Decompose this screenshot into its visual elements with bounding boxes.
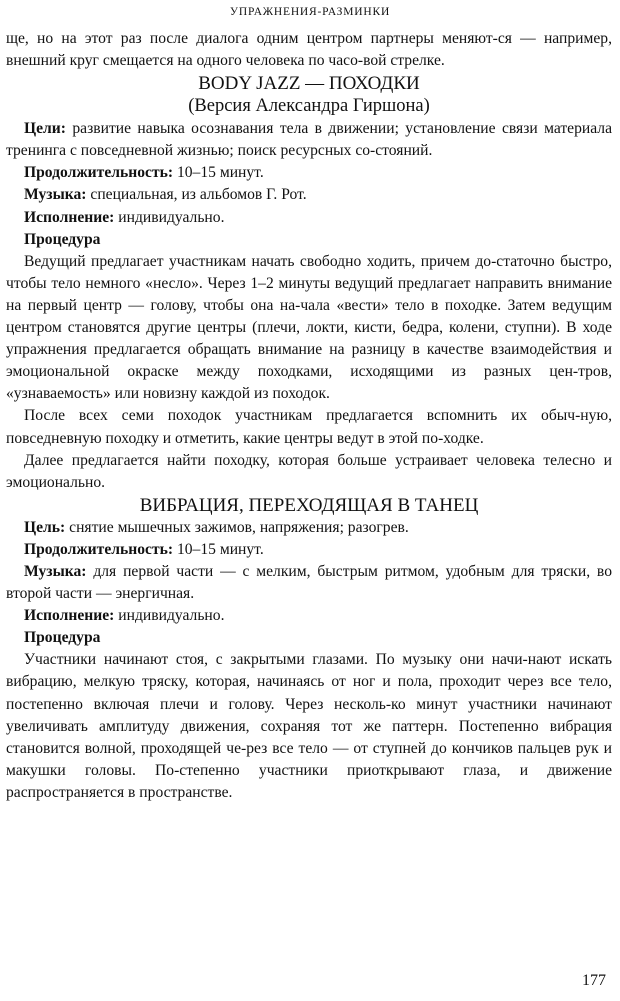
performance-text: индивидуально.	[114, 208, 225, 226]
intro-paragraph: ще, но на этот раз после диалога одним центром партнеры меняют-ся — например, внешний круг смещается на одного человека по часо-вой стрелке.	[6, 30, 612, 70]
duration-line	[6, 539, 612, 561]
music-line	[6, 561, 612, 605]
music-label: Музыка:	[24, 562, 87, 580]
performance-label: Исполнение:	[24, 607, 115, 625]
music-line	[6, 184, 612, 206]
performance-line	[6, 605, 612, 627]
procedure-paragraph: Ведущий предлагает участникам начать свободно ходить, причем до-статочно быстро, чтобы тело немного «несло». Через 1–2 минуты ведущий предлагает направить внимание на первый центр — голову, чтобы она на-чала «вести» тело в походке. Затем ведущим центром становятся другие центры (плечи, локти, кисти, бедра, колени, ступни). В ходе упражнения предлагается обращать внимание на разницу в качестве взаимодействия и эмоциональной окраске между походками, исходящими из разных цен-тров, «узнаваемость» или новизну каждой из походок.	[6, 252, 612, 403]
duration-label: Продолжительность:	[24, 164, 174, 182]
section-subtitle-body-jazz: (Версия Александра Гиршона)	[188, 96, 430, 117]
section-title-body-jazz: BODY JAZZ — ПОХОДКИ	[198, 73, 420, 95]
duration-label: Продолжительность:	[24, 540, 174, 558]
goals-text: развитие навыка осознавания тела в движении; установление связи материала тренинга с повседневной жизнью; поиск ресурсных со-стояний.	[6, 120, 612, 160]
section-title-vibration: ВИБРАЦИЯ, ПЕРЕХОДЯЩАЯ В ТАНЕЦ	[139, 494, 479, 516]
procedure-heading	[6, 229, 612, 251]
procedure-paragraph: Участники начинают стоя, с закрытыми глазами. По музыку они начи-нают искать вибрацию, мелкую тряску, которая, начинаясь от ног и пола, проходит через все тело, постепенно включая плечи и голову. Через несколь-ко минут участники начинают увеличивать амплитуду движения, сохраняя тот же паттерн. Постепенно вибрация становится волной, проходящей че-рез все тело — от ступней до кончиков пальцев рук и макушки головы. По-степенно участники приоткрывают глаза, и движение распространяется в пространстве.	[6, 651, 612, 801]
goal-text: снятие мышечных зажимов, напряжения; разогрев.	[65, 518, 409, 536]
procedure-heading	[6, 627, 612, 649]
performance-label: Исполнение:	[24, 208, 115, 226]
running-head: УПРАЖНЕНИЯ-РАЗМИНКИ	[229, 6, 391, 18]
performance-line	[6, 207, 612, 229]
music-text: для первой части — с мелким, быстрым ритмом, удобным для тряски, во второй части — энергичная.	[6, 562, 612, 603]
performance-text: индивидуально.	[114, 607, 225, 625]
procedure-label: Процедура	[24, 230, 101, 248]
music-label: Музыка:	[24, 186, 87, 204]
procedure-paragraph: Далее предлагается найти походку, которая больше устраивает человека телесно и эмоционально.	[6, 451, 612, 491]
duration-text: 10–15 минут.	[173, 540, 264, 558]
music-text: специальная, из альбомов Г. Рот.	[86, 186, 307, 204]
duration-line	[6, 162, 612, 184]
goal-label: Цель:	[24, 518, 66, 536]
duration-text: 10–15 минут.	[173, 164, 264, 182]
goals-line	[6, 118, 612, 162]
goal-line	[6, 517, 612, 539]
goals-label: Цели:	[24, 120, 66, 138]
page-number: 177	[582, 972, 606, 989]
page-body	[6, 28, 612, 804]
procedure-label: Процедура	[24, 629, 101, 647]
procedure-paragraph: После всех семи походок участникам предлагается вспомнить их обыч-ную, повседневную походку и отметить, какие центры ведут в этой по-ходке.	[6, 407, 612, 447]
